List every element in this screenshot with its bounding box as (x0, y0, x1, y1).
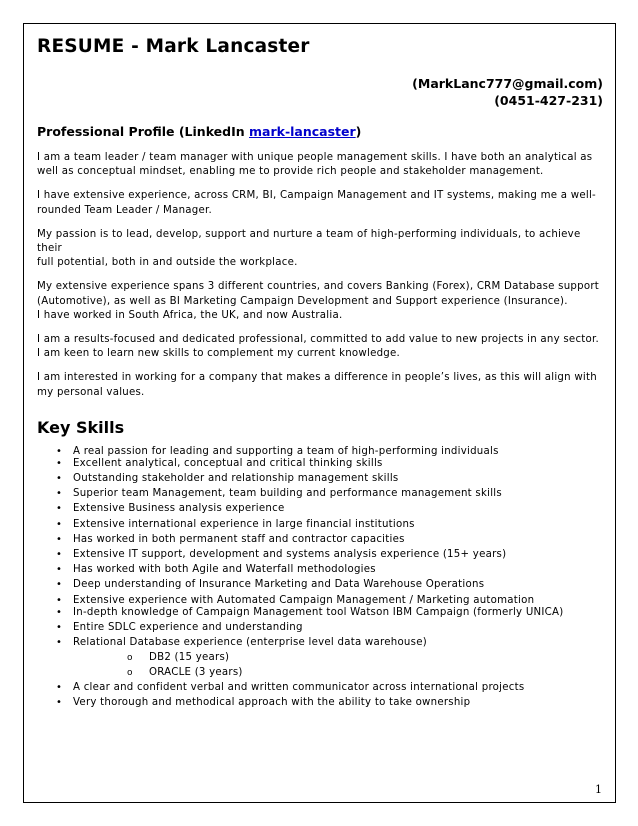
profile-paragraph-6 (37, 371, 607, 399)
skill-text: Superior team Management, team building and performance management skills (73, 488, 502, 500)
paragraph-line: I am a team leader / team manager with unique people management skills. I have both an analytical as (37, 152, 593, 163)
list-item (37, 458, 607, 470)
paragraph-line: (Automotive), as well as BI Marketing Campaign Development and Support experience (Insurance). (37, 295, 568, 307)
list-item (37, 697, 607, 709)
paragraph-line: well as conceptual mindset, enabling me to provide rich people and stakeholder management. (37, 166, 544, 178)
email-address: (MarkLanc777@gmail.com) (412, 76, 603, 91)
list-item (37, 446, 607, 458)
profile-heading-text: Professional Profile (LinkedIn (37, 124, 250, 139)
bullet-icon: • (56, 488, 63, 500)
list-item (37, 473, 607, 485)
list-item (37, 682, 607, 694)
profile-paragraph-1 (37, 151, 607, 179)
linkedin-link[interactable]: mark-lancaster (249, 124, 356, 139)
bullet-icon: • (56, 697, 63, 709)
skill-text: A real passion for leading and supporting a team of high-performing individuals (73, 445, 499, 457)
profile-heading-close: ) (355, 124, 362, 139)
bullet-icon: • (56, 636, 63, 648)
profile-paragraph-2 (37, 189, 607, 217)
list-item (37, 595, 607, 607)
bullet-icon: • (56, 606, 63, 618)
bullet-icon: • (56, 473, 63, 485)
list-item (73, 667, 607, 679)
list-item (37, 607, 607, 619)
paragraph-line: full potential, both in and outside the workplace. (37, 257, 298, 269)
bullet-icon: • (56, 548, 63, 560)
skill-text: Deep understanding of Insurance Marketing and Data Warehouse Operations (73, 579, 485, 591)
skill-text: Extensive Business analysis experience (73, 503, 285, 515)
skill-text: Extensive IT support, development and systems analysis experience (15+ years) (73, 548, 507, 560)
list-item (37, 534, 607, 546)
list-item (37, 549, 607, 561)
profile-paragraph-3 (37, 228, 607, 271)
paragraph-line: My extensive experience spans 3 different countries, and covers Banking (Forex), CRM Database support (37, 281, 599, 293)
paragraph-line: I have extensive experience, across CRM, BI, Campaign Management and IT systems, making me a well- (37, 190, 596, 202)
skill-text: Has worked in both permanent staff and contractor capacities (73, 533, 405, 545)
list-item (37, 519, 607, 531)
sub-skill-text: DB2 (15 years) (149, 651, 230, 663)
list-item (73, 652, 607, 664)
bullet-icon: • (56, 533, 63, 545)
skill-text: Relational Database experience (enterprise level data warehouse) (73, 636, 427, 648)
list-item (37, 488, 607, 500)
paragraph-line: my personal values. (37, 386, 145, 398)
bullet-icon: • (56, 445, 63, 457)
profile-heading (37, 124, 607, 139)
resume-content (37, 36, 607, 712)
bullet-icon: • (56, 579, 63, 591)
bullet-icon: • (56, 594, 63, 606)
key-skills-list (37, 446, 607, 709)
circle-bullet-icon: o (127, 652, 133, 663)
profile-paragraph-4 (37, 280, 607, 323)
resume-title: RESUME - Mark Lancaster (37, 36, 310, 57)
profile-paragraph-5 (37, 333, 607, 361)
bullet-icon: • (56, 621, 63, 633)
sub-skill-text: ORACLE (3 years) (149, 666, 243, 678)
paragraph-line: I am a results-focused and dedicated professional, committed to add value to new projects in any sector. (37, 334, 600, 346)
contact-block (37, 75, 607, 109)
paragraph-line: rounded Team Leader / Manager. (37, 204, 213, 216)
skill-text: Extensive international experience in large financial institutions (73, 518, 415, 530)
skill-text: Has worked with both Agile and Waterfall methodologies (73, 564, 376, 576)
paragraph-line: I have worked in South Africa, the UK, and now Australia. (37, 309, 343, 321)
list-item (37, 503, 607, 515)
bullet-icon: • (56, 503, 63, 515)
bullet-icon: • (56, 564, 63, 576)
page-number: 1 (595, 783, 602, 796)
paragraph-line: I am interested in working for a company that makes a difference in people’s lives, as this will align with (37, 372, 597, 384)
skill-text: Outstanding stakeholder and relationship management skills (73, 473, 399, 485)
skill-text: Extensive experience with Automated Campaign Management / Marketing automation (73, 594, 535, 606)
bullet-icon: • (56, 457, 63, 469)
list-item (37, 564, 607, 576)
list-item (37, 579, 607, 591)
skill-text: In-depth knowledge of Campaign Management tool Watson IBM Campaign (formerly UNICA) (73, 606, 564, 618)
bullet-icon: • (56, 518, 63, 530)
paragraph-line: I am keen to learn new skills to complement my current knowledge. (37, 348, 401, 360)
skill-text: A clear and confident verbal and written communicator across international projects (73, 682, 525, 694)
circle-bullet-icon: o (127, 667, 133, 678)
list-item (37, 637, 607, 679)
key-skills-heading: Key Skills (37, 417, 125, 437)
skill-text: Excellent analytical, conceptual and critical thinking skills (73, 457, 383, 469)
list-item (37, 622, 607, 634)
phone-number: (0451-427-231) (494, 93, 603, 108)
paragraph-line: My passion is to lead, develop, support and nurture a team of high-performing individuals, to achieve their (37, 228, 581, 255)
bullet-icon: • (56, 682, 63, 694)
database-sublist (73, 652, 607, 679)
skill-text: Very thorough and methodical approach with the ability to take ownership (73, 697, 471, 709)
skill-text: Entire SDLC experience and understanding (73, 621, 303, 633)
